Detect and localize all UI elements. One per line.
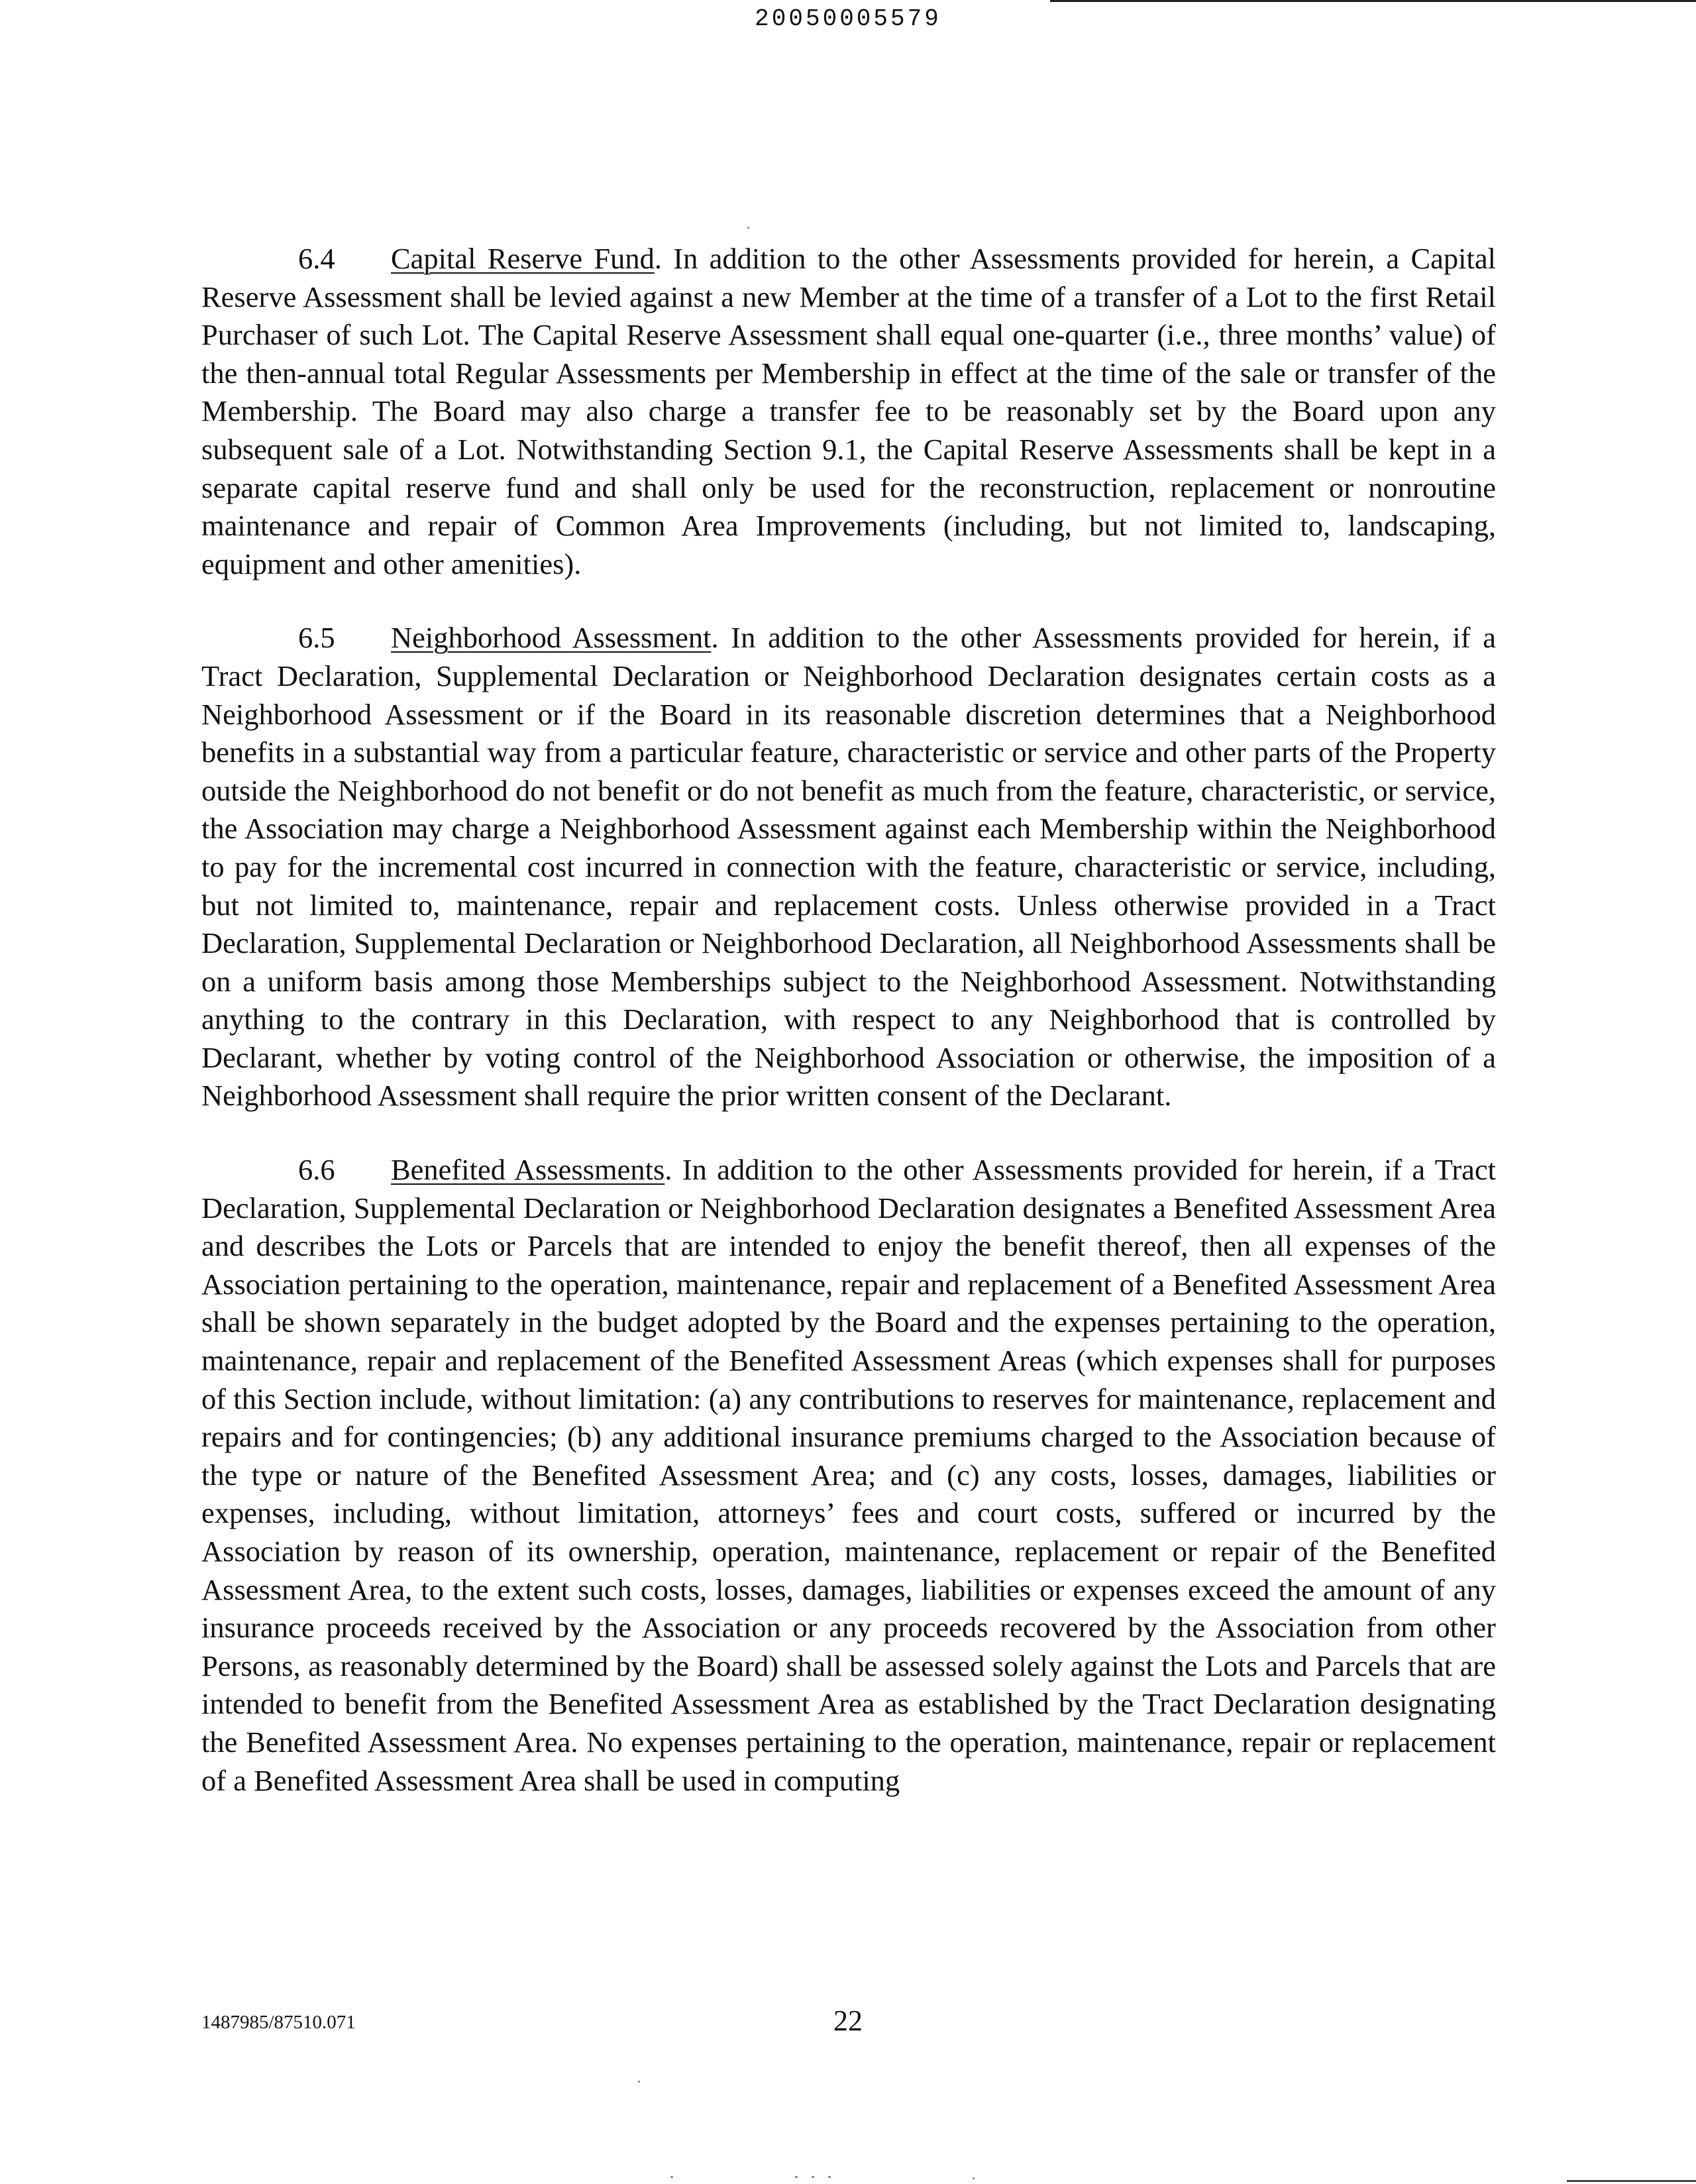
section-6-6: [201, 1151, 1496, 1800]
scan-speck: [747, 227, 749, 229]
scan-speck: [670, 2176, 673, 2178]
section-number: 6.5: [298, 621, 335, 655]
section-text: . In addition to the other Assessments provided for herein, if a Tract Declaration, Supplemental Declaration or Neighborhood Declaration designates a Benefited Assessment Area and describes the Lots or Parcels that are intended to enjoy the benefit thereof, then all expenses of the Association pertaining to the operation, maintenance, repair and replacement of a Benefited Assessment Area shall be shown separately in the budget adopted by the Board and the expenses pertaining to the operation, maintenance, repair and replacement of the Benefited Assessment Areas (which expenses shall for purposes of this Section include, without limitation: (a) any contributions to reserves for maintenance, replacement and repairs and for contingencies; (b) any additional insurance premiums charged to the Association because of the type or nature of the Benefited Assessment Area; and (c) any costs, losses, damages, liabilities or expenses, including, without limitation, attorneys’ fees and court costs, suffered or incurred by the Association by reason of its ownership, operation, maintenance, replacement or repair of the Benefited Assessment Area, to the extent such costs, losses, damages, liabilities or expenses exceed the amount of any insurance proceeds received by the Association or any proceeds recovered by the Association from other Persons, as reasonably determined by the Board) shall be assessed solely against the Lots and Parcels that are intended to benefit from the Benefited Assessment Area as established by the Tract Declaration designating the Benefited Assessment Area. No expenses pertaining to the operation, maintenance, repair or replacement of a Benefited Assessment Area shall be used in computing: [201, 1153, 1497, 1797]
section-text: . In addition to the other Assessments provided for herein, a Capital Reserve Assessment shall be levied against a new Member at the time of a transfer of a Lot to the first Retail Purchaser of such Lot. The Capital Reserve Assessment shall equal one-quarter (i.e., three months’ value) of the then-annual total Regular Assessments per Membership in effect at the time of the sale or transfer of the Membership. The Board may also charge a transfer fee to be reasonably set by the Board upon any subsequent sale of a Lot. Notwithstanding Section 9.1, the Capital Reserve Assessments shall be kept in a separate capital reserve fund and shall only be used for the reconstruction, replacement or nonroutine maintenance and repair of Common Area Improvements (including, but not limited to, landscaping, equipment and other amenities).: [201, 242, 1496, 580]
scan-speck: [795, 2176, 798, 2178]
section-text: . In addition to the other Assessments provided for herein, if a Tract Declaration, Supplemental Declaration or Neighborhood Declaration designates certain costs as a Neighborhood Assessment or if the Board in its reasonable discretion determines that a Neighborhood benefits in a substantial way from a particular feature, characteristic or service and other parts of the Property outside the Neighborhood do not benefit or do not benefit as much from the feature, characteristic, or service, the Association may charge a Neighborhood Assessment against each Membership within the Neighborhood to pay for the incremental cost incurred in connection with the feature, characteristic or service, including, but not limited to, maintenance, repair and replacement costs. Unless otherwise provided in a Tract Declaration, Supplemental Declaration or Neighborhood Declaration, all Neighborhood Assessments shall be on a uniform basis among those Memberships subject to the Neighborhood Assessment. Notwithstanding anything to the contrary in this Declaration, with respect to any Neighborhood that is controlled by Declarant, whether by voting control of the Neighborhood Association or otherwise, the imposition of a Neighborhood Assessment shall require the prior written consent of the Declarant.: [201, 621, 1496, 1113]
scan-speck: [812, 2176, 814, 2178]
section-6-5: [201, 619, 1496, 1115]
section-number: 6.6: [298, 1153, 335, 1187]
page-number: 22: [833, 2004, 863, 2037]
document-body: [201, 240, 1496, 1835]
section-number: 6.4: [298, 242, 335, 275]
section-title: Neighborhood Assessment: [391, 621, 712, 655]
document-id: 1487985/87510.071: [201, 2012, 356, 2033]
section-6-4: [201, 240, 1496, 583]
section-title: Benefited Assessments: [391, 1153, 665, 1187]
scan-speck: [638, 2081, 640, 2083]
bottom-rule: [1567, 2180, 1696, 2182]
section-title: Capital Reserve Fund: [391, 242, 655, 275]
scan-speck: [828, 2176, 831, 2178]
scan-speck: [973, 2177, 975, 2179]
recording-number: 20050005579: [755, 5, 941, 32]
